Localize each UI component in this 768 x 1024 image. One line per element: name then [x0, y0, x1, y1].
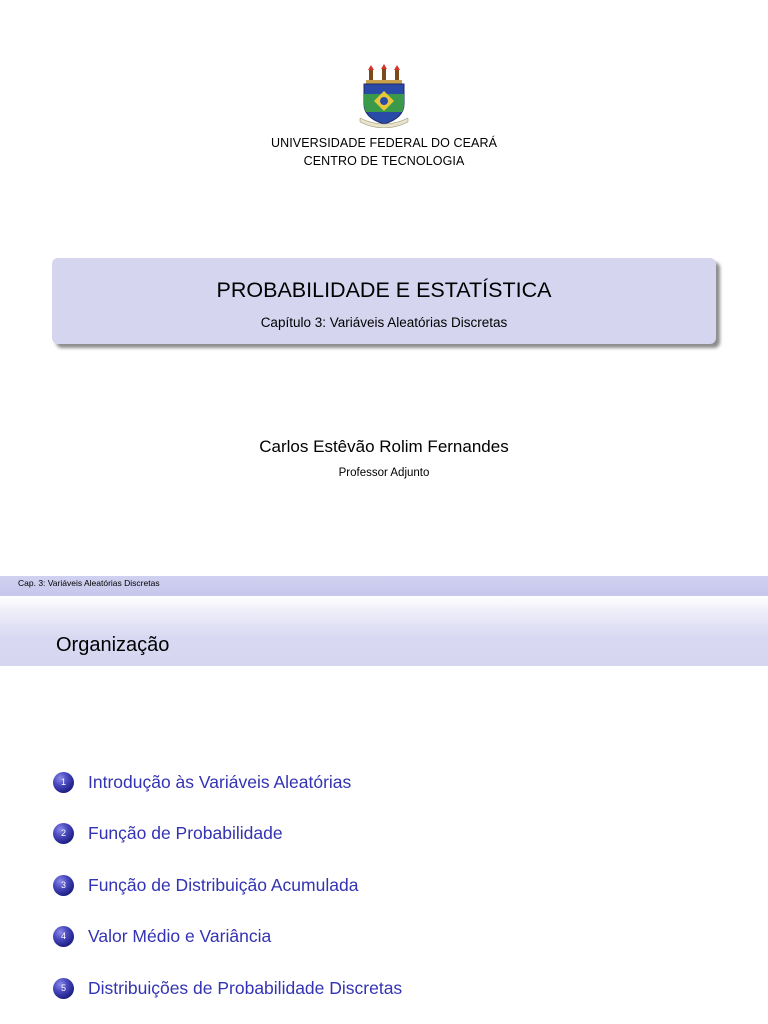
toc-item[interactable]: [53, 770, 351, 794]
toc-item-label[interactable]: Função de Probabilidade: [88, 822, 283, 843]
toc-number-ball: 3: [53, 875, 74, 896]
toc-number-ball: 5: [53, 978, 74, 999]
institution-name: UNIVERSIDADE FEDERAL DO CEARÁ: [270, 136, 498, 150]
title-box: [52, 258, 716, 344]
outline-slide: [0, 576, 768, 1024]
toc-item[interactable]: [53, 821, 283, 845]
university-crest-icon: [358, 64, 410, 128]
toc-item[interactable]: [53, 924, 271, 948]
toc-number-ball: 4: [53, 926, 74, 947]
toc-item-label[interactable]: Distribuições de Probabilidade Discretas: [88, 977, 403, 998]
presentation-subtitle: Capítulo 3: Variáveis Aleatórias Discretas: [260, 315, 508, 330]
presentation-title: PROBABILIDADE E ESTATÍSTICA: [216, 278, 552, 302]
toc-item[interactable]: [53, 873, 358, 897]
toc-number-ball: 1: [53, 772, 74, 793]
toc-item-label[interactable]: Função de Distribuição Acumulada: [88, 874, 359, 895]
toc-item[interactable]: [53, 976, 402, 1000]
slide-headline-bar: [0, 576, 768, 596]
author-role: Professor Adjunto: [338, 467, 430, 479]
toc-number-ball: 2: [53, 823, 74, 844]
institution-center: CENTRO DE TECNOLOGIA: [303, 154, 465, 168]
toc-item-label[interactable]: Introdução às Variáveis Aleatórias: [88, 771, 352, 792]
author-name: Carlos Estêvão Rolim Fernandes: [259, 437, 509, 456]
toc-item-label[interactable]: Valor Médio e Variância: [88, 925, 272, 946]
frame-title: Organização: [56, 634, 170, 656]
headline-section-title[interactable]: Cap. 3: Variáveis Aleatórias Discretas: [18, 578, 160, 588]
